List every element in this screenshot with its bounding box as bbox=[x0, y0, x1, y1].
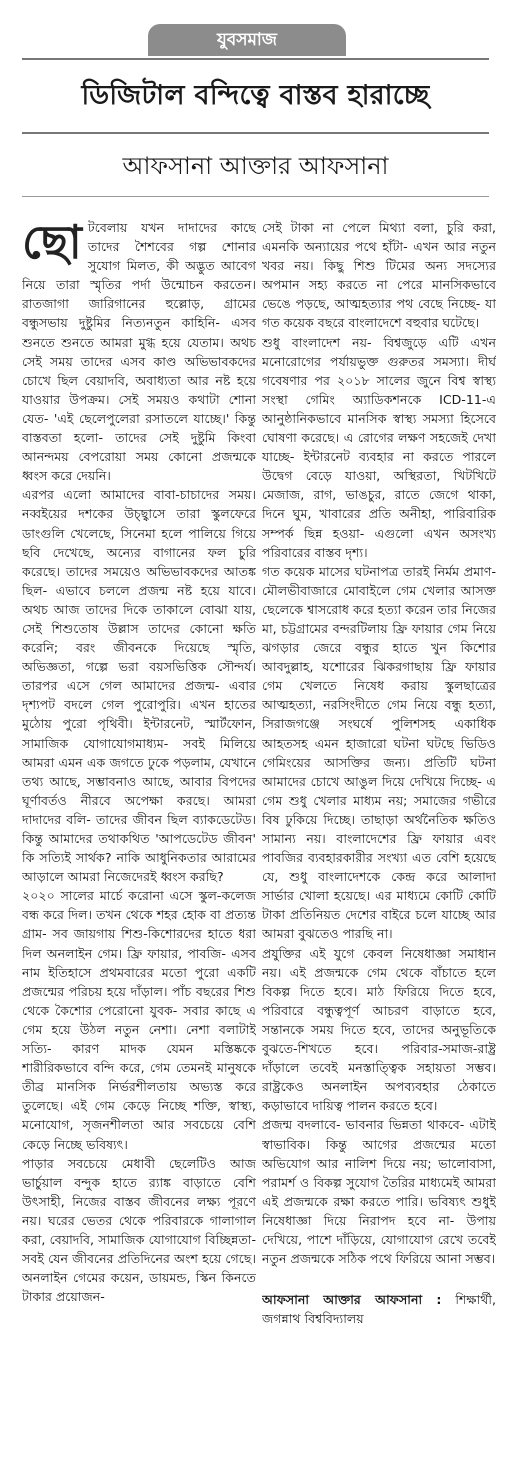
article-column-right bbox=[262, 218, 496, 1456]
article-paragraph: ২০২০ সালের মার্চে করোনা এসে স্কুল-কলেজ বন্ধ করে দিল। তখন থেকে শহর হোক বা প্রত্যন্ত গ্রাম- সব জায়গায় শিশু-কিশোরদের হাতে ধরা দিল অনলাইন গেম। ফ্রি ফায়ার, পাবজি- এসব নাম ইতিহাসে প্রথমবারের মতো পুরো একটি প্রজন্মের পরিচয় হয়ে দাঁড়াল। পাঁচ বছরের শিশু থেকে কৈশোর পেরোনো যুবক- সবার কাছে এ গেম হয়ে উঠল নতুন নেশা। নেশা বলাটাই সত্যি- কারণ মাদক যেমন মস্তিষ্ককে শারীরিকভাবে বন্দি করে, গেম তেমনই মানুষকে তীব্র মানসিক নির্ভরশীলতায় অভ্যস্ত করে তুলেছে। এই গেম কেড়ে নিচ্ছে শক্তি, স্বাস্থ্য, মনোযোগ, সৃজনশীলতা আর সবচেয়ে বেশি কেড়ে নিচ্ছে ভবিষ্যৎ। bbox=[22, 888, 256, 1152]
article-column-left bbox=[22, 218, 256, 1456]
article-headline: ডিজিটাল বন্দিত্বে বাস্তব হারাচ্ছে bbox=[81, 80, 430, 111]
article-paragraph: সেই টাকা না পেলে মিথ্যা বলা, চুরি করা, এমনকি অন্যায়ের পথে হাঁটা- এখন আর নতুন খবর নয়। কিছু শিশু টিমের অন্য সদস্যের অপমান সহ্য করতে না পেরে মানসিকভাবে ভেঙে পড়ছে, আত্মহত্যার পথ বেছে নিচ্ছে- যা গত কয়েক বছরে বাংলাদেশে বহুবার ঘটেছে। bbox=[262, 220, 496, 331]
article-paragraph: গত কয়েক মাসের ঘটনাপত্র তারই নির্মম প্রমাণ- মৌলভীবাজারে মোবাইলে গেম খেলার আসক্ত ছেলেকে শ্বাসরোধ করে হত্যা করেন তার নিজের মা, চট্টগ্রামের বন্দরটিলায় ফ্রি ফায়ার গেম নিয়ে ঝগড়ার জেরে বন্ধুর হাতে খুন কিশোর আবদুল্লাহ, যশোরের ঝিকরগাছায় ফ্রি ফায়ার গেম খেলতে নিষেধ করায় স্কুলছাত্রের আত্মহত্যা, নরসিংদীতে গেম নিয়ে বন্ধু হত্যা, সিরাজগঞ্জে সংঘর্ষে পুলিশসহ একাধিক আহতসহ এমন হাজারো ঘটনা ঘটছে ভিডিও গেমিংয়ের আসক্তির জন্য। প্রতিটি ঘটনা আমাদের চোখে আঙুল দিয়ে দেখিয়ে দিচ্ছে- এ গেম শুধু খেলার মাধ্যম নয়; সমাজের গভীরে বিষ ঢুকিয়ে দিচ্ছে। তাছাড়া অর্থনৈতিক ক্ষতিও সামান্য নয়। বাংলাদেশের ফ্রি ফায়ার এবং পাবজির ব্যবহারকারীর সংখ্যা এত বেশি হয়েছে যে, শুধু বাংলাদেশকে কেন্দ্র করে আলাদা সার্ভার খোলা হয়েছে। এর মাধ্যমে কোটি কোটি টাকা প্রতিনিয়ত দেশের বাইরে চলে যাচ্ছে আর আমরা বুঝতেও পারছি না। bbox=[262, 563, 496, 942]
drop-cap: ছো bbox=[22, 218, 82, 269]
article-paragraph: এরপর এলো আমাদের বাবা-চাচাদের সময়। নব্বইয়ের দশকের উচ্ছ্বাসে তারা স্কুলফেরে ডাংগুলি খেলেছে, সিনেমা হলে পালিয়ে গিয়ে ছবি দেখেছে, অন্যের বাগানের ফল চুরি করেছে। তাদের সময়েও অভিভাবকদের আতঙ্ক ছিল- এভাবে চললে প্রজন্ম নষ্ট হয়ে যাবে। অথচ আজ তাদের দিকে তাকালে বোঝা যায়, সেই শিশুতোষ উল্লাস তাদের কোনো ক্ষতি করেনি; বরং জীবনকে দিয়েছে স্মৃতি, অভিজ্ঞতা, গল্পে ভরা বয়সভিত্তিক সৌন্দর্য। তারপর এসে গেল আমাদের প্রজন্ম- এবার দৃশ্যপট বদলে গেল পুরোপুরি। এখন হাতের মুঠোয় পুরো পৃথিবী। ইন্টারনেট, স্মার্টফোন, সামাজিক যোগাযোগমাধ্যম- সবই মিলিয়ে আমরা এমন এক জগতে ঢুকে পড়লাম, যেখানে তথ্য আছে, সম্ভাবনাও আছে, আবার বিপদের ঘূর্ণাবর্তও নীরবে অপেক্ষা করছে। আমরা দাদাদের বলি- তাদের জীবন ছিল ব্যাকডেটেড। কিন্তু আমাদের তথাকথিত 'আপডেটেড জীবন' কি সত্যিই সার্থক? নাকি আধুনিকতার আরামের আড়ালে আমরা নিজেদেরই ধ্বংস করছি? bbox=[22, 487, 256, 885]
article-paragraph: শুধু বাংলাদেশ নয়- বিশ্বজুড়ে এটি এখন মনোরোগের পর্যায়ভুক্ত গুরুতর সমস্যা। দীর্ঘ গবেষণার পর ২০১৮ সালের জুনে বিশ্ব স্বাস্থ্য সংস্থা গেমিং অ্যাডিকশনকে ICD-11-এ আনুষ্ঠানিকভাবে মানসিক স্বাস্থ্য সমস্যা হিসেবে ঘোষণা করেছে। এ রোগের লক্ষণ সহজেই দেখা যাচ্ছে- ইন্টারনেট ব্যবহার না করতে পারলে উদ্বেগ বেড়ে যাওয়া, অস্থিরতা, খিটখিটে মেজাজ, রাগ, ভাঙচুর, রাতে জেগে থাকা, দিনে ঘুম, খাবারের প্রতি অনীহা, পারিবারিক সম্পর্ক ছিন্ন হওয়া- এগুলো এখন অসংখ্য পরিবারের বাস্তব দৃশ্য। bbox=[262, 334, 496, 560]
signature-name: আফসানা আক্তার আফসানা : bbox=[262, 1292, 442, 1308]
author-signature bbox=[262, 1290, 496, 1328]
byline-rule bbox=[22, 196, 489, 197]
article-paragraph: প্রযুক্তির এই যুগে কেবল নিষেধাজ্ঞা সমাধান নয়। এই প্রজন্মকে গেম থেকে বাঁচাতে হলে বিকল্প দিতে হবে। মাঠ ফিরিয়ে দিতে হবে, পরিবারে বন্ধুত্বপূর্ণ আচরণ বাড়াতে হবে, সন্তানকে সময় দিতে হবে, তাদের অনুভূতিকে বুঝতে-শিখতে হবে। পরিবার-সমাজ-রাষ্ট্র দাঁড়ালে তবেই মনস্তাত্ত্বিক সহায়তা সম্ভব। রাষ্ট্রকেও অনলাইন অপব্যবহার ঠেকাতে কড়াভাবে দায়িত্ব পালন করতে হবে। bbox=[262, 945, 496, 1114]
article-byline: আফসানা আক্তার আফসানা bbox=[122, 152, 389, 180]
paragraph-text: টবেলায় যখন দাদাদের কাছে তাদের শৈশবের গল্প শোনার সুযোগ মিলত, কী অদ্ভুত আবেগ নিয়ে তারা স্মৃতির পর্দা উন্মোচন করতেন। রাতজাগা জারিগানের হুল্লোড়, গ্রামের বন্ধুসভায় দুষ্টুমির নিত্যনতুন কাহিনি- এসব শুনতে শুনতে আমরা মুগ্ধ হয়ে যেতাম। অথচ সেই সময় তাদের এসব কাণ্ড অভিভাবকদের চোখে ছিল বেয়াদবি, অবাধ্যতা আর নষ্ট হয়ে যাওয়ার উপক্রম। সেই সময়ও কথাটা শোনা যেত- 'এই ছেলেপুলেরা রসাতলে যাচ্ছে।' কিন্তু বাস্তবতা হলো- তাদের সেই দুষ্টুমি কিংবা আনন্দময় বেপরোয়া সময় কোনো প্রজন্মকে ধ্বংস করে দেয়নি। bbox=[22, 220, 256, 484]
article-paragraph: প্রজন্ম বদলাবে- ভাবনার ভিন্নতা থাকবে- এটাই স্বাভাবিক। কিন্তু আগের প্রজন্মের মতো অভিযোগ আর নালিশ দিয়ে নয়; ভালোবাসা, পরামর্শ ও বিকল্প সুযোগ তৈরির মাধ্যমেই আমরা এই প্রজন্মকে রক্ষা করতে পারি। ভবিষ্যৎ শুধুই নিষেধাজ্ঞা দিয়ে নিরাপদ হবে না- উপায় দেখিয়ে, পাশে দাঁড়িয়ে, যোগাযোগ রেখে তবেই নতুন প্রজন্মকে সঠিক পথে ফিরিয়ে আনা সম্ভব। bbox=[262, 1117, 496, 1267]
section-tab: যুবসমাজ bbox=[148, 24, 346, 56]
top-rule bbox=[22, 58, 489, 60]
article-paragraph bbox=[22, 218, 256, 485]
headline-rule bbox=[22, 132, 489, 134]
signature-role: শিক্ষার্থী, জগন্নাথ বিশ্ববিদ্যালয় bbox=[262, 1292, 496, 1327]
article-paragraph: পাড়ার সবচেয়ে মেধাবী ছেলেটিও আজ ভার্চুয়াল বন্দুক হাতে র‍্যাঙ্ক বাড়াতে বেশি উৎসাহী, নিজের বাস্তব জীবনের লক্ষ্য পূরণে নয়। ঘরের ভেতর থেকে পরিবারকে গালাগাল করা, বেয়াদবি, সামাজিক যোগাযোগ বিচ্ছিন্নতা- সবই যেন জীবনের প্রতিদিনের অংশ হয়ে গেছে। অনলাইন গেমের কয়েন, ডায়মন্ড, স্কিন কিনতে টাকার প্রয়োজন- bbox=[22, 1155, 256, 1305]
